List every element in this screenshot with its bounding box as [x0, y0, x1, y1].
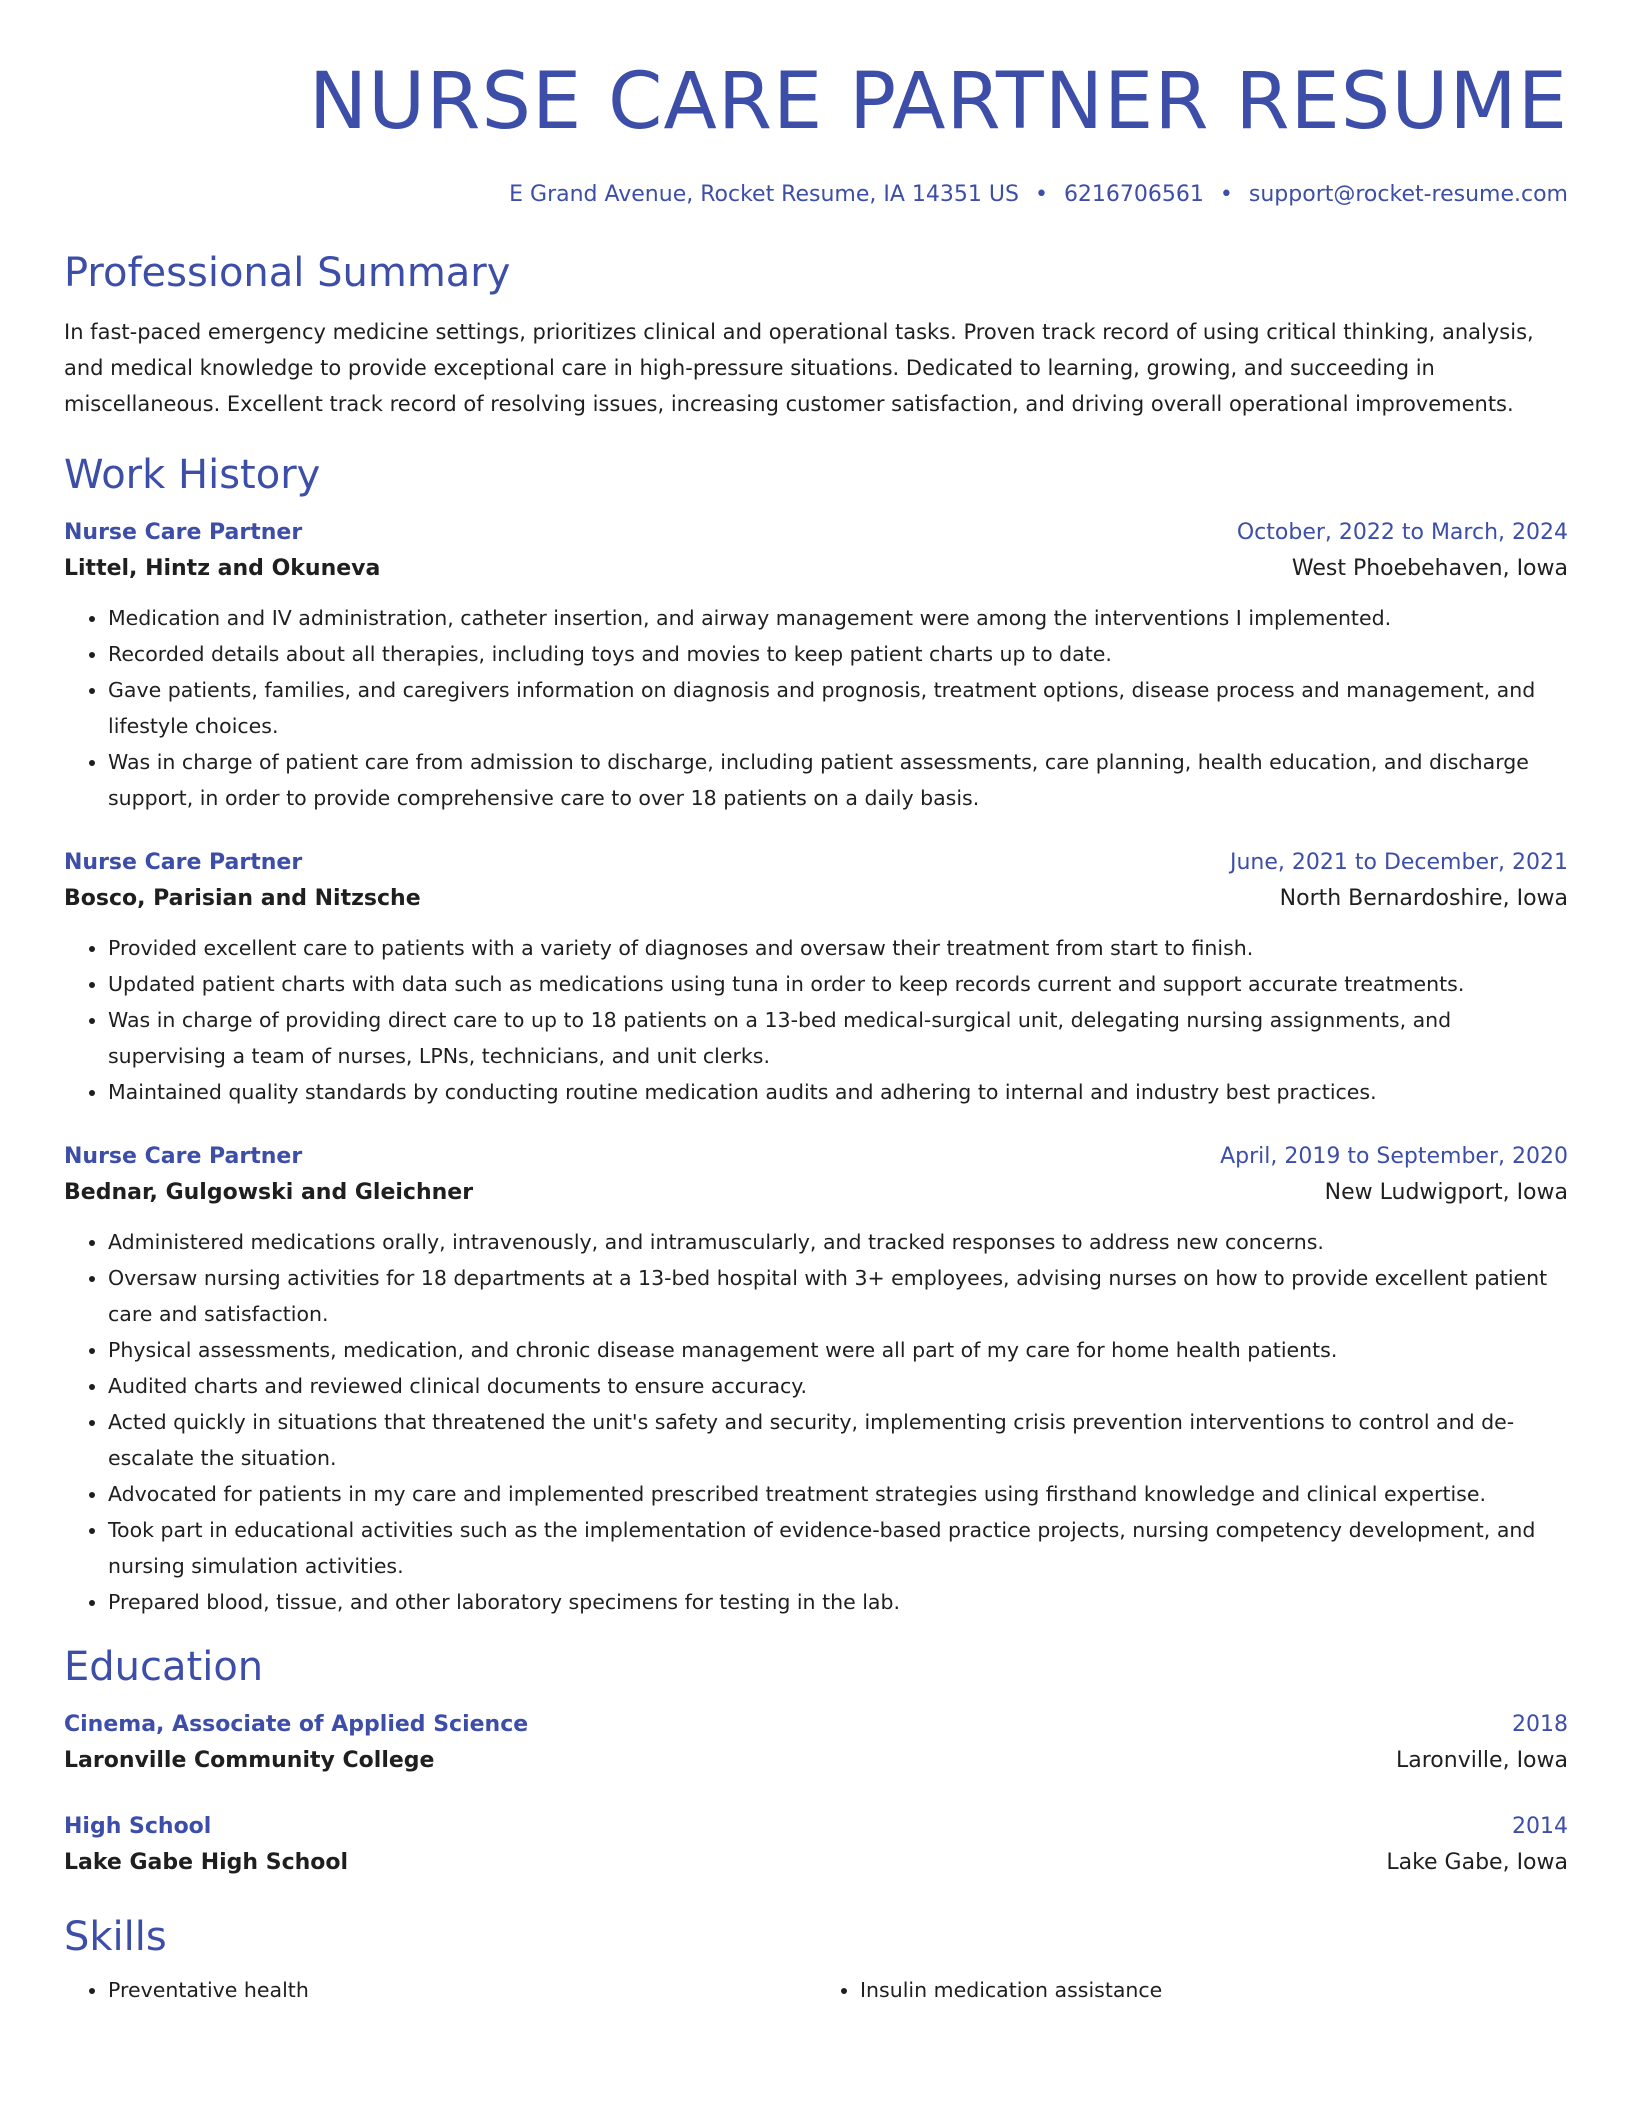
job-company: Littel, Hintz and Okuneva: [64, 556, 381, 581]
job-bullet: • Maintained quality standards by conducting routine medication audits and adhering to internal and industry best practices.: [108, 1074, 1568, 1110]
contact-line: [64, 180, 1568, 210]
summary-text: In fast-paced emergency medicine settings, prioritizes clinical and operational tasks. Proven track record of using critical thinking, analysis, and medical knowledge to provide exceptional care in high-pressure situations. Dedicated to learning, growing, and succeeding in miscellaneous. Excellent track record of resolving issues, increasing customer satisfaction, and driving overall operational improvements.: [64, 320, 1534, 416]
skills-section: [64, 1912, 1568, 2008]
contact-separator: •: [1034, 182, 1048, 207]
job-bullet: • Was in charge of patient care from admission to discharge, including patient assessments, care planning, health education, and discharge support, in order to provide comprehensive care to over 18 patients on a daily basis.: [108, 744, 1568, 816]
job-bullet: • Was in charge of providing direct care to up to 18 patients on a 13-bed medical-surgical unit, delegating nursing assignments, and supervising a team of nurses, LPNs, technicians, and unit clerks.: [108, 1002, 1568, 1074]
education-entry: [64, 1810, 1568, 1882]
resume-title: NURSE CARE PARTNER RESUME: [308, 57, 1568, 147]
job-bullet: • Updated patient charts with data such as medications using tuna in order to keep records current and support accurate treatments.: [108, 966, 1568, 1002]
job-role: Nurse Care Partner: [64, 850, 303, 875]
education-school: Lake Gabe High School: [64, 1850, 349, 1875]
job-location: North Bernardoshire, Iowa: [1279, 886, 1568, 911]
job-bullet: • Audited charts and reviewed clinical documents to ensure accuracy.: [108, 1368, 1568, 1404]
work-history-section: [64, 450, 1568, 1620]
contact-separator: •: [1219, 182, 1233, 207]
job-dates: April, 2019 to September, 2020: [1220, 1144, 1568, 1169]
job-bullet: • Took part in educational activities such as the implementation of evidence-based practice projects, nursing competency development, and nursing simulation activities.: [108, 1512, 1568, 1584]
job-bullet: • Medication and IV administration, catheter insertion, and airway management were among the interventions I implemented.: [108, 600, 1568, 636]
job-location: West Phoebehaven, Iowa: [1291, 556, 1568, 581]
education-entry: [64, 1708, 1568, 1780]
education-section: [64, 1642, 1568, 1882]
job-bullets: [64, 1224, 1568, 1620]
job-bullet: • Physical assessments, medication, and chronic disease management were all part of my care for home health patients.: [108, 1332, 1568, 1368]
job-dates: June, 2021 to December, 2021: [1229, 850, 1568, 875]
job-entry: [64, 846, 1568, 1110]
job-bullet: • Prepared blood, tissue, and other laboratory specimens for testing in the lab.: [108, 1584, 1568, 1620]
job-bullet: • Acted quickly in situations that threatened the unit's safety and security, implementing crisis prevention interventions to control and de-escalate the situation.: [108, 1404, 1568, 1476]
contact-email: support@rocket-resume.com: [1248, 182, 1568, 207]
education-school: Laronville Community College: [64, 1748, 435, 1773]
job-bullet: • Recorded details about all therapies, including toys and movies to keep patient charts up to date.: [108, 636, 1568, 672]
section-heading-summary: Professional Summary: [64, 250, 511, 296]
skill-item: • Preventative health: [108, 1972, 816, 2008]
job-dates: October, 2022 to March, 2024: [1236, 520, 1568, 545]
education-degree: Cinema, Associate of Applied Science: [64, 1712, 529, 1737]
job-company: Bednar, Gulgowski and Gleichner: [64, 1180, 474, 1205]
job-entry: [64, 1140, 1568, 1620]
job-bullets: [64, 930, 1568, 1110]
skills-column-right: [816, 1972, 1568, 2008]
job-bullet: • Gave patients, families, and caregivers information on diagnosis and prognosis, treatment options, disease process and management, and lifestyle choices.: [108, 672, 1568, 744]
job-role: Nurse Care Partner: [64, 520, 303, 545]
job-entry: [64, 516, 1568, 816]
job-bullet: • Oversaw nursing activities for 18 departments at a 13-bed hospital with 3+ employees, advising nurses on how to provide excellent patient care and satisfaction.: [108, 1260, 1568, 1332]
education-year: 2014: [1512, 1814, 1568, 1839]
section-heading-work: Work History: [64, 452, 321, 498]
job-location: New Ludwigport, Iowa: [1324, 1180, 1568, 1205]
education-location: Lake Gabe, Iowa: [1386, 1850, 1568, 1875]
job-bullet: • Administered medications orally, intravenously, and intramuscularly, and tracked responses to address new concerns.: [108, 1224, 1568, 1260]
education-degree: High School: [64, 1814, 212, 1839]
job-bullet: • Advocated for patients in my care and implemented prescribed treatment strategies using firsthand knowledge and clinical expertise.: [108, 1476, 1568, 1512]
job-company: Bosco, Parisian and Nitzsche: [64, 886, 421, 911]
skills-column-left: [64, 1972, 816, 2008]
contact-phone: 6216706561: [1063, 182, 1204, 207]
contact-address: E Grand Avenue, Rocket Resume, IA 14351 US: [509, 182, 1019, 207]
job-bullets: [64, 600, 1568, 816]
skills-grid: [64, 1972, 1568, 2008]
job-role: Nurse Care Partner: [64, 1144, 303, 1169]
job-bullet: • Provided excellent care to patients with a variety of diagnoses and oversaw their treatment from start to finish.: [108, 930, 1568, 966]
education-location: Laronville, Iowa: [1395, 1748, 1568, 1773]
education-year: 2018: [1512, 1712, 1568, 1737]
resume-header: [64, 0, 1568, 210]
section-heading-skills: Skills: [64, 1914, 167, 1960]
section-heading-education: Education: [64, 1644, 264, 1690]
professional-summary-section: [64, 248, 1568, 422]
skill-item: • Insulin medication assistance: [860, 1972, 1568, 2008]
